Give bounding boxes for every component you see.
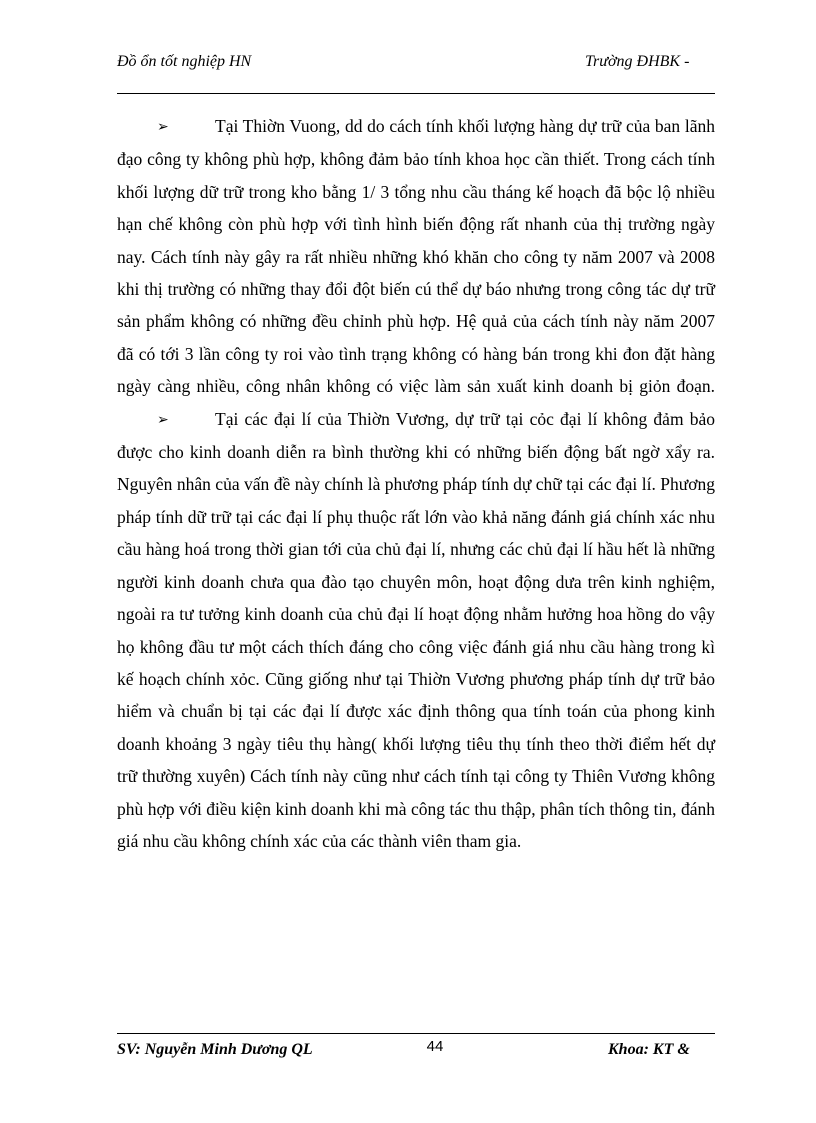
footer-student-name: SV: Nguyễn Minh Dương QL <box>117 1041 313 1058</box>
header-divider <box>117 93 715 94</box>
arrow-bullet-icon: ➢ <box>157 411 169 428</box>
footer-divider <box>117 1033 715 1034</box>
paragraph-2 <box>117 403 715 858</box>
paragraph-1 <box>117 110 715 403</box>
paragraph-1-text: Tại Thiờn Vuong, dd do cách tính khối lượng hàng dự trữ của ban lãnh đạo công ty không phù hợp, không đảm bảo tính khoa học cần thiết. Trong cách tính khối lượng dữ trữ trong kho bằng 1/ 3 tổng nhu cầu tháng kế hoạch đã bộc lộ nhiều hạn chế không còn phù hợp với tình hình biến động rất nhanh của thị trường ngày nay. Cách tính này gây ra rất nhiều những khó khăn cho công ty năm 2007 và 2008 khi thị trường có những thay đổi đột biến cú thể dự báo nhưng trong công tác dự trữ sản phẩm không có những đều chỉnh phù hợp. Hệ quả của cách tính này năm 2007 đã có tới 3 lần công ty roi vào tình trạng không có hàng bán trong khi đon đặt hàng ngày càng nhiều, công nhân không có việc làm sản xuất kinh doanh bị giỏn đoạn. <box>117 116 715 397</box>
document-body <box>117 110 715 857</box>
header-left-text: Đồ ổn tốt nghiệp HN <box>117 53 252 70</box>
header-right-text: Trường ĐHBK - <box>585 53 690 70</box>
arrow-bullet-icon: ➢ <box>157 119 169 135</box>
paragraph-2-text: Tại các đại lí của Thiờn Vương, dự trữ tại cỏc đại lí không đảm bảo được cho kinh doanh diễn ra bình thường khi có những biến động bất ngờ xẩy ra. Nguyên nhân của vấn đề này chính là phương pháp tính dự chữ tại các đại lí. Phương pháp tính dữ trữ tại các đại lí phụ thuộc rất lớn vào khả năng đánh giá chính xác nhu cầu hàng hoá trong thời gian tới của chủ đại lí, nhưng các chủ đại lí hầu hết là những người kinh doanh chưa qua đào tạo chuyên môn, hoạt động dưa trên kinh nghiệm, ngoài ra tư tưởng kinh doanh của chủ đại lí hoạt động nhằm hưởng hoa hồng do vậy họ không đầu tư một cách thích đáng cho công việc đánh giá nhu cầu hàng trong kì kế hoạch chính xỏc. Cũng giống như tại Thiờn Vương phương pháp tính dự trữ bảo hiểm và chuẩn bị tại các đại lí được xác định thông qua tính toán của phong kinh doanh khoảng 3 ngày tiêu thụ hàng( khối lượng tiêu thụ tính theo thời điểm hết dự trữ thường xuyên) Cách tính này cũng như cách tính tại công ty Thiên Vương không phù hợp với điều kiện kinh doanh khi mà công tác thu thập, phân tích thông tin, đánh giá nhu cầu không chính xác của các thành viên tham gia. <box>117 408 715 851</box>
page-number: 44 <box>426 1038 444 1055</box>
footer-faculty: Khoa: KT & <box>608 1041 690 1058</box>
